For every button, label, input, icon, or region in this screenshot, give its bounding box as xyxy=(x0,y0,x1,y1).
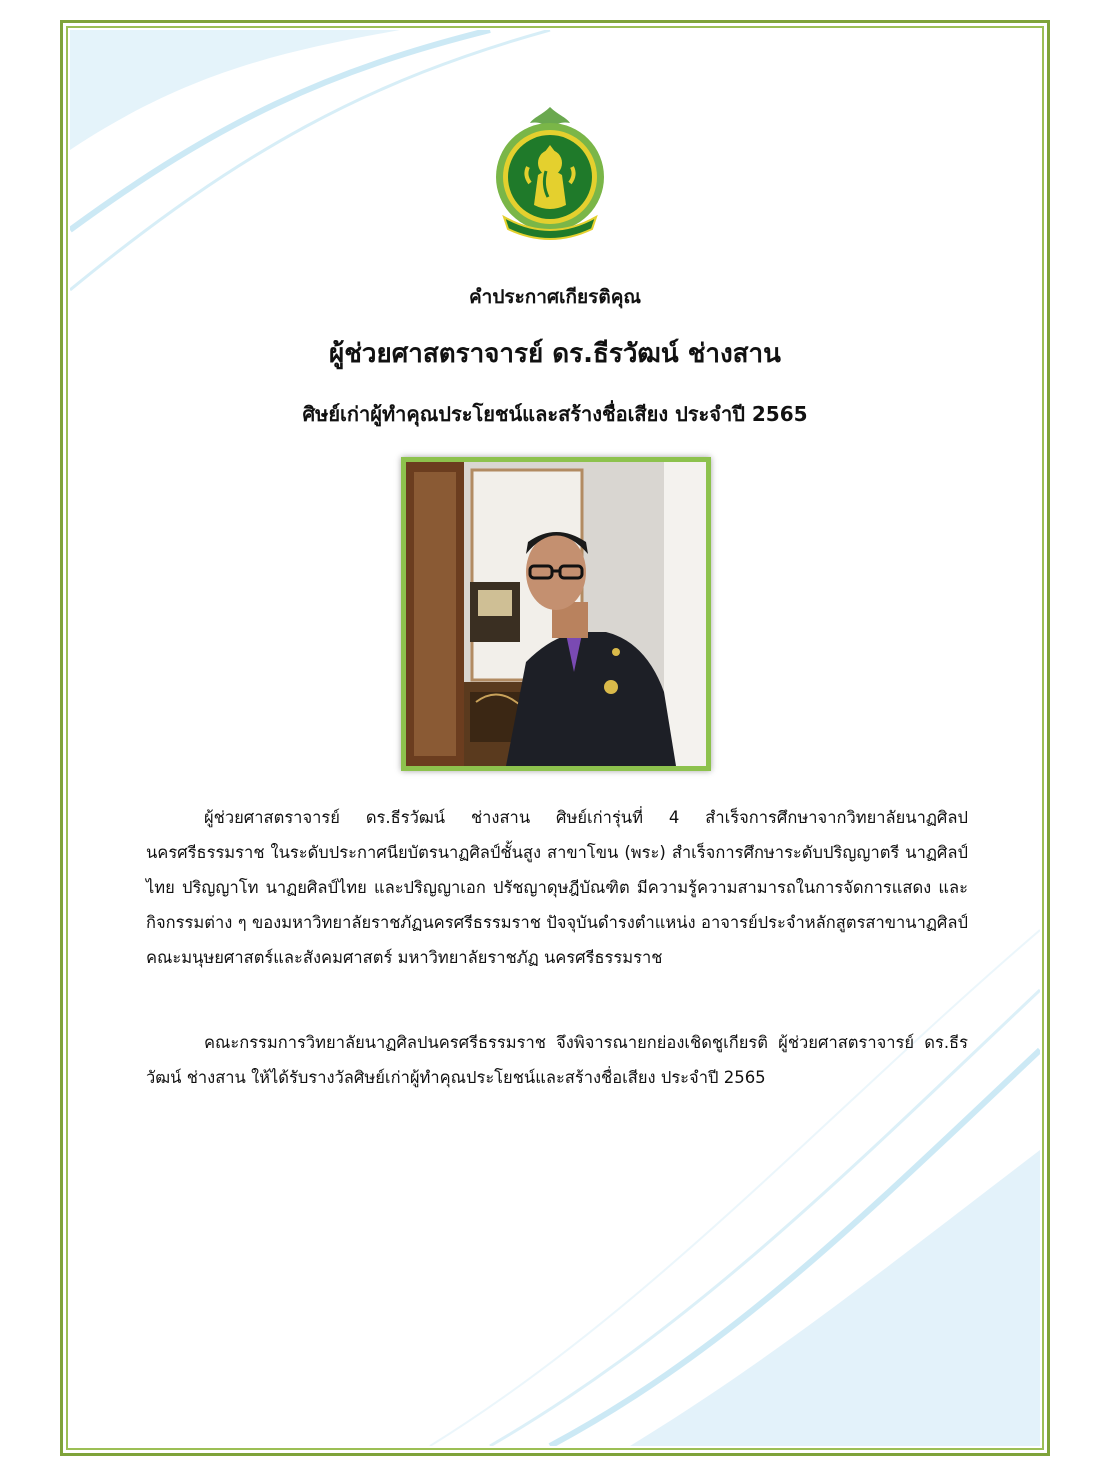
honoree-name: ผู้ช่วยศาสตราจารย์ ดร.ธีรวัฒน์ ช่างสาน xyxy=(329,339,781,369)
biography-paragraph: ผู้ช่วยศาสตราจารย์ ดร.ธีรวัฒน์ ช่างสาน ศิษย์เก่ารุ่นที่ 4 สำเร็จการศึกษาจากวิทยาลัยนาฏศิลป นครศรีธรรมราช ในระดับประกาศนียบัตรนาฏศิลป์ชั้นสูง สาขาโขน (พระ) สำเร็จการศึกษาระดับปริญญาตรี นาฏศิลป์ไทย ปริญญาโท นาฏยศิลป์ไทย และปริญญาเอก ปรัชญาดุษฎีบัณฑิต มีความรู้ความสามารถในการจัดการแสดง และกิจกรรมต่าง ๆ ของมหาวิทยาลัยราชภัฏนครศรีธรรมราช ปัจจุบันดำรงตำแหน่ง อาจารย์ประจำหลักสูตรสาขานาฏศิลป์ คณะมนุษยศาสตร์และสังคมศาสตร์ มหาวิทยาลัยราชภัฏ นครศรีธรรมราช xyxy=(146,808,968,967)
announcement-title: คำประกาศเกียรติคุณ xyxy=(468,286,642,308)
award-title: ศิษย์เก่าผู้ทำคุณประโยชน์และสร้างชื่อเสียง ประจำปี 2565 xyxy=(302,402,808,426)
portrait-photo xyxy=(401,457,711,771)
college-seal-icon xyxy=(490,105,610,245)
commendation-paragraph: คณะกรรมการวิทยาลัยนาฏศิลปนครศรีธรรมราช จึงพิจารณายกย่องเชิดชูเกียรติ ผู้ช่วยศาสตราจารย์ ดร.ธีรวัฒน์ ช่างสาน ให้ได้รับรางวัลศิษย์เก่าผู้ทำคุณประโยชน์และสร้างชื่อเสียง ประจำปี 2565 xyxy=(146,1033,968,1087)
